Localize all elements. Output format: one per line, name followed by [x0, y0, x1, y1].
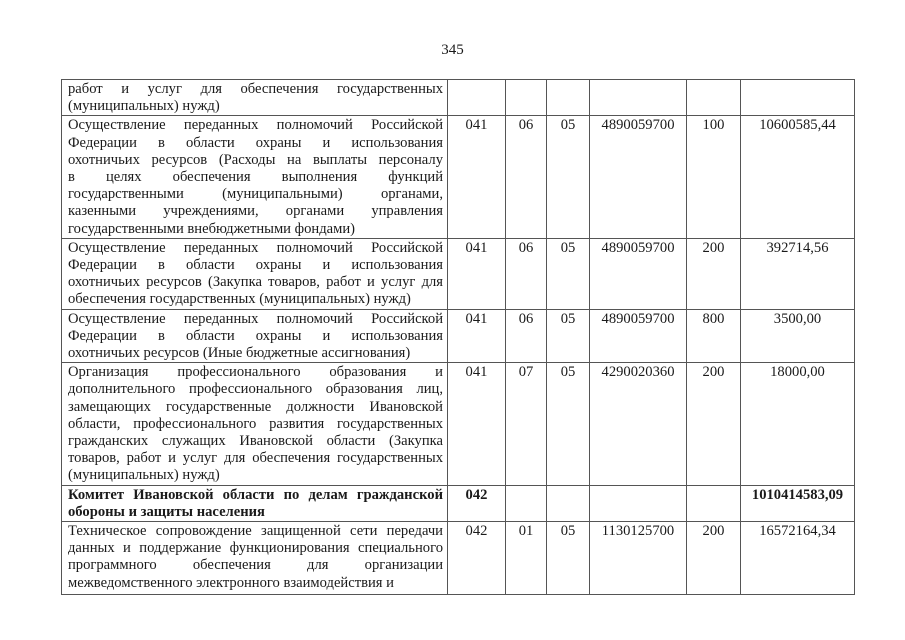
subsection-code: 05 [547, 363, 590, 485]
description-line: Организация профессионального образования и [68, 364, 443, 381]
description-line: данных и поддержание функционирования специального [68, 540, 443, 557]
target-article-code [590, 80, 687, 116]
row-description [62, 116, 448, 238]
description-line: казенными учреждениями, органами управления [68, 203, 443, 220]
description-line: дополнительного профессионального образования лиц, [68, 381, 443, 398]
amount: 3500,00 [741, 309, 855, 363]
expense-type-code [687, 80, 741, 116]
amount: 18000,00 [741, 363, 855, 485]
table-row [62, 80, 855, 116]
row-description [62, 309, 448, 363]
row-description [62, 80, 448, 116]
description-line: Федерации в области охраны и использования [68, 134, 443, 151]
ministry-code: 041 [448, 363, 506, 485]
budget-table [61, 79, 855, 595]
description-line: области, профессионального развития государственных [68, 415, 443, 432]
section-code: 06 [506, 116, 547, 238]
table-row [62, 363, 855, 485]
target-article-code: 4290020360 [590, 363, 687, 485]
description-line: охотничьих ресурсов (Иные бюджетные ассигнования) [68, 345, 411, 362]
subsection-code [547, 485, 590, 521]
description-line: межведомственного электронного взаимодействия и [68, 574, 394, 591]
section-code [506, 80, 547, 116]
subsection-code: 05 [547, 309, 590, 363]
description-line: Техническое сопровождение защищенной сети передачи [68, 523, 443, 540]
description-line: в целях обеспечения выполнения функций [68, 169, 443, 186]
description-line: охотничьих ресурсов (Расходы на выплаты персоналу [68, 151, 443, 168]
ministry-code: 042 [448, 522, 506, 595]
subsection-code: 05 [547, 522, 590, 595]
description-line: (муниципальных) нужд) [68, 467, 220, 484]
amount: 392714,56 [741, 238, 855, 309]
expense-type-code: 800 [687, 309, 741, 363]
ministry-code [448, 80, 506, 116]
subsection-code: 05 [547, 116, 590, 238]
description-line: обеспечения государственных (муниципальных) нужд) [68, 291, 411, 308]
description-line: Осуществление переданных полномочий Российской [68, 239, 443, 256]
section-code: 06 [506, 238, 547, 309]
description-line: государственными внебюджетными фондами) [68, 220, 356, 237]
target-article-code: 4890059700 [590, 116, 687, 238]
amount: 10600585,44 [741, 116, 855, 238]
row-description [62, 238, 448, 309]
ministry-code: 042 [448, 485, 506, 521]
section-code: 01 [506, 522, 547, 595]
target-article-code [590, 485, 687, 521]
section-code: 06 [506, 309, 547, 363]
subsection-code [547, 80, 590, 116]
amount: 16572164,34 [741, 522, 855, 595]
description-line: гражданских служащих Ивановской области (Закупка [68, 433, 443, 450]
row-description [62, 485, 448, 521]
amount [741, 80, 855, 116]
table-row [62, 309, 855, 363]
description-line: обороны и защиты населения [68, 503, 265, 520]
section-code: 07 [506, 363, 547, 485]
description-line: программного обеспечения для организации [68, 557, 443, 574]
target-article-code: 1130125700 [590, 522, 687, 595]
ministry-code: 041 [448, 116, 506, 238]
target-article-code: 4890059700 [590, 238, 687, 309]
description-line: государственными (муниципальными) органами, [68, 186, 443, 203]
description-line: охотничьих ресурсов (Закупка товаров, работ и услуг для [68, 274, 443, 291]
description-line: Комитет Ивановской области по делам гражданской [68, 486, 443, 503]
description-line: Осуществление переданных полномочий Российской [68, 310, 443, 327]
table-row [62, 238, 855, 309]
amount: 1010414583,09 [741, 485, 855, 521]
description-line: работ и услуг для обеспечения государственных [68, 81, 443, 97]
section-code [506, 485, 547, 521]
table-row [62, 522, 855, 595]
row-description [62, 522, 448, 595]
description-line: Федерации в области охраны и использования [68, 257, 443, 274]
table-row [62, 116, 855, 238]
ministry-code: 041 [448, 238, 506, 309]
row-description [62, 363, 448, 485]
expense-type-code [687, 485, 741, 521]
description-line: (муниципальных) нужд) [68, 98, 220, 115]
description-line: Осуществление переданных полномочий Российской [68, 117, 443, 134]
subsection-code: 05 [547, 238, 590, 309]
expense-type-code: 200 [687, 238, 741, 309]
target-article-code: 4890059700 [590, 309, 687, 363]
ministry-code: 041 [448, 309, 506, 363]
page-number: 345 [441, 42, 464, 58]
description-line: замещающих государственные должности Ивановской [68, 398, 443, 415]
expense-type-code: 200 [687, 522, 741, 595]
description-line: Федерации в области охраны и использования [68, 327, 443, 344]
description-line: товаров, работ и услуг для обеспечения государственных [68, 450, 443, 467]
table-row [62, 485, 855, 521]
expense-type-code: 100 [687, 116, 741, 238]
expense-type-code: 200 [687, 363, 741, 485]
